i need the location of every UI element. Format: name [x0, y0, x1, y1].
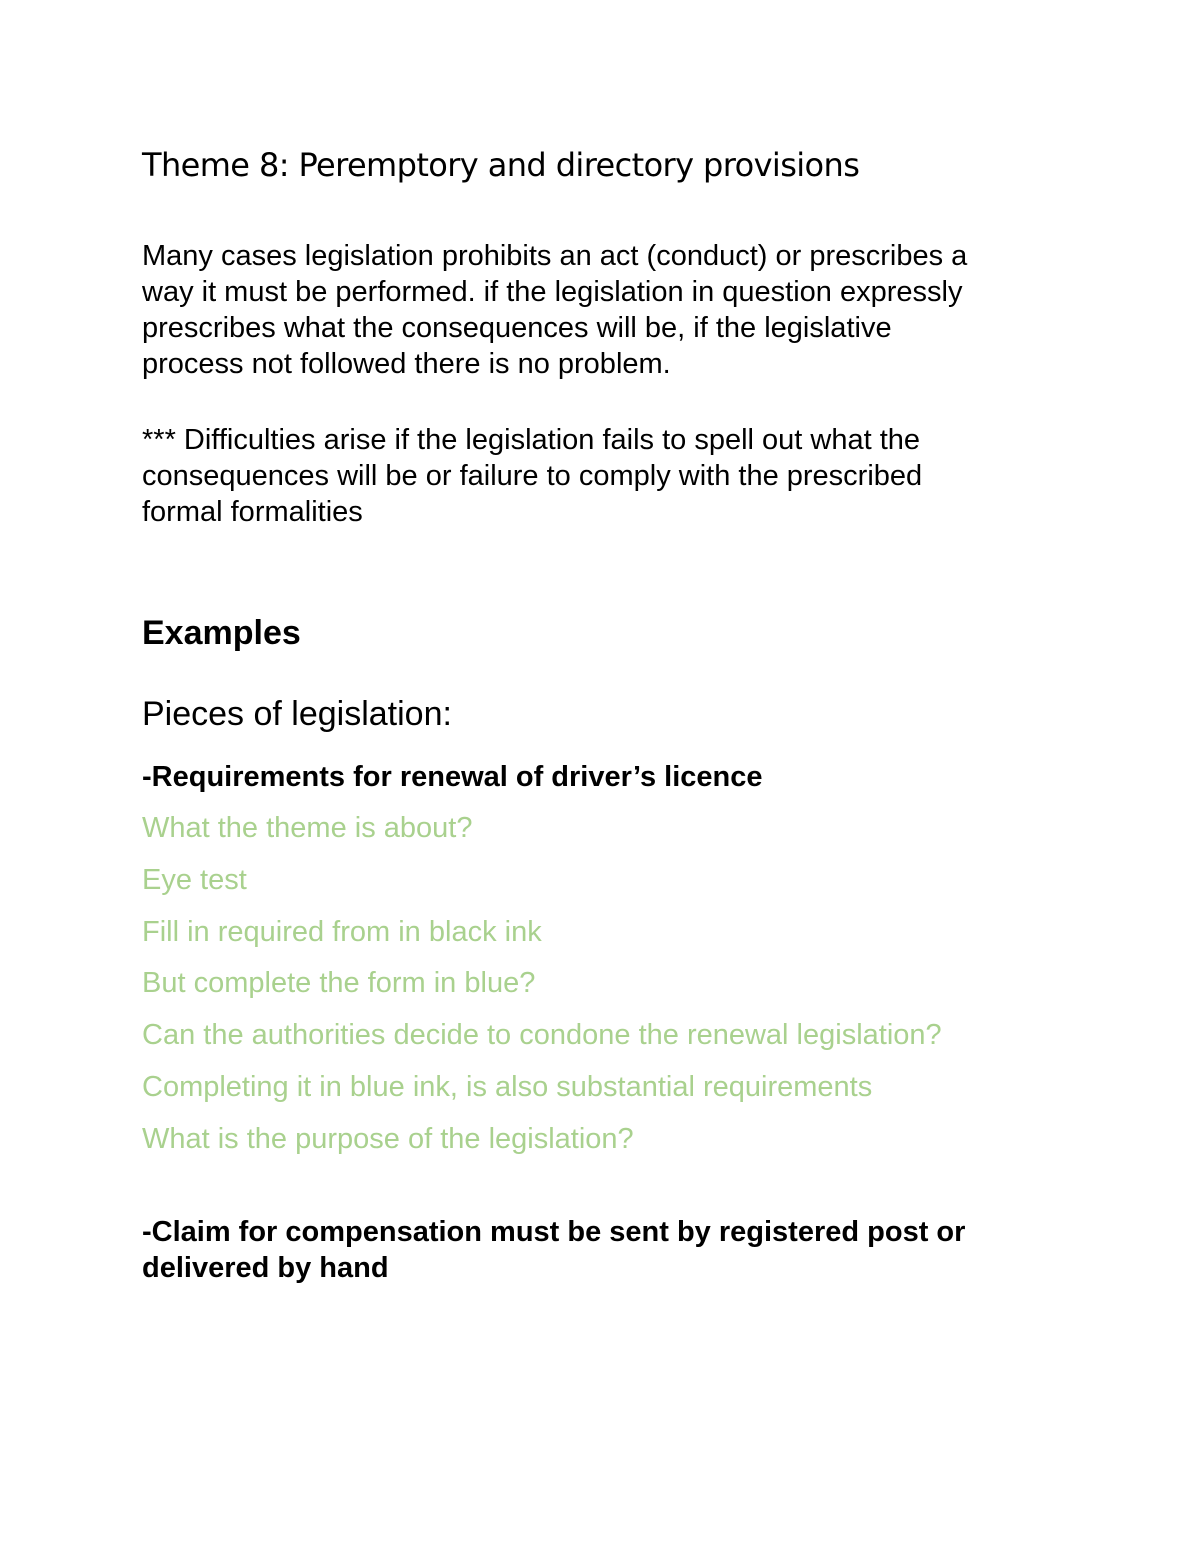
example1-note-1: What the theme is about? — [142, 812, 473, 844]
difficulty-line-3: formal formalities — [142, 496, 363, 528]
intro-line-3: prescribes what the consequences will be, if the legislative — [142, 312, 892, 344]
difficulty-line-2: consequences will be or failure to comply with the prescribed — [142, 460, 923, 492]
example1-note-4: But complete the form in blue? — [142, 967, 536, 999]
intro-line-2: way it must be performed. if the legislation in question expressly — [142, 276, 963, 308]
example1-note-7: What is the purpose of the legislation? — [142, 1123, 634, 1155]
intro-line-1: Many cases legislation prohibits an act (conduct) or prescribes a — [142, 240, 968, 272]
examples-heading: Examples — [142, 614, 301, 652]
example2-line-1: -Claim for compensation must be sent by registered post or — [142, 1216, 966, 1248]
example1-note-3: Fill in required from in black ink — [142, 916, 542, 948]
example2-line-2: delivered by hand — [142, 1252, 389, 1284]
example1-note-2: Eye test — [142, 864, 247, 896]
pieces-heading: Pieces of legislation: — [142, 695, 452, 733]
example1-note-5: Can the authorities decide to condone the renewal legislation? — [142, 1019, 942, 1051]
page-title: Theme 8: Peremptory and directory provisions — [142, 146, 860, 184]
example1-heading: -Requirements for renewal of driver’s licence — [142, 761, 763, 793]
difficulty-line-1: *** Difficulties arise if the legislation fails to spell out what the — [142, 424, 921, 456]
example1-note-6: Completing it in blue ink, is also substantial requirements — [142, 1071, 873, 1103]
intro-line-4: process not followed there is no problem. — [142, 348, 671, 380]
